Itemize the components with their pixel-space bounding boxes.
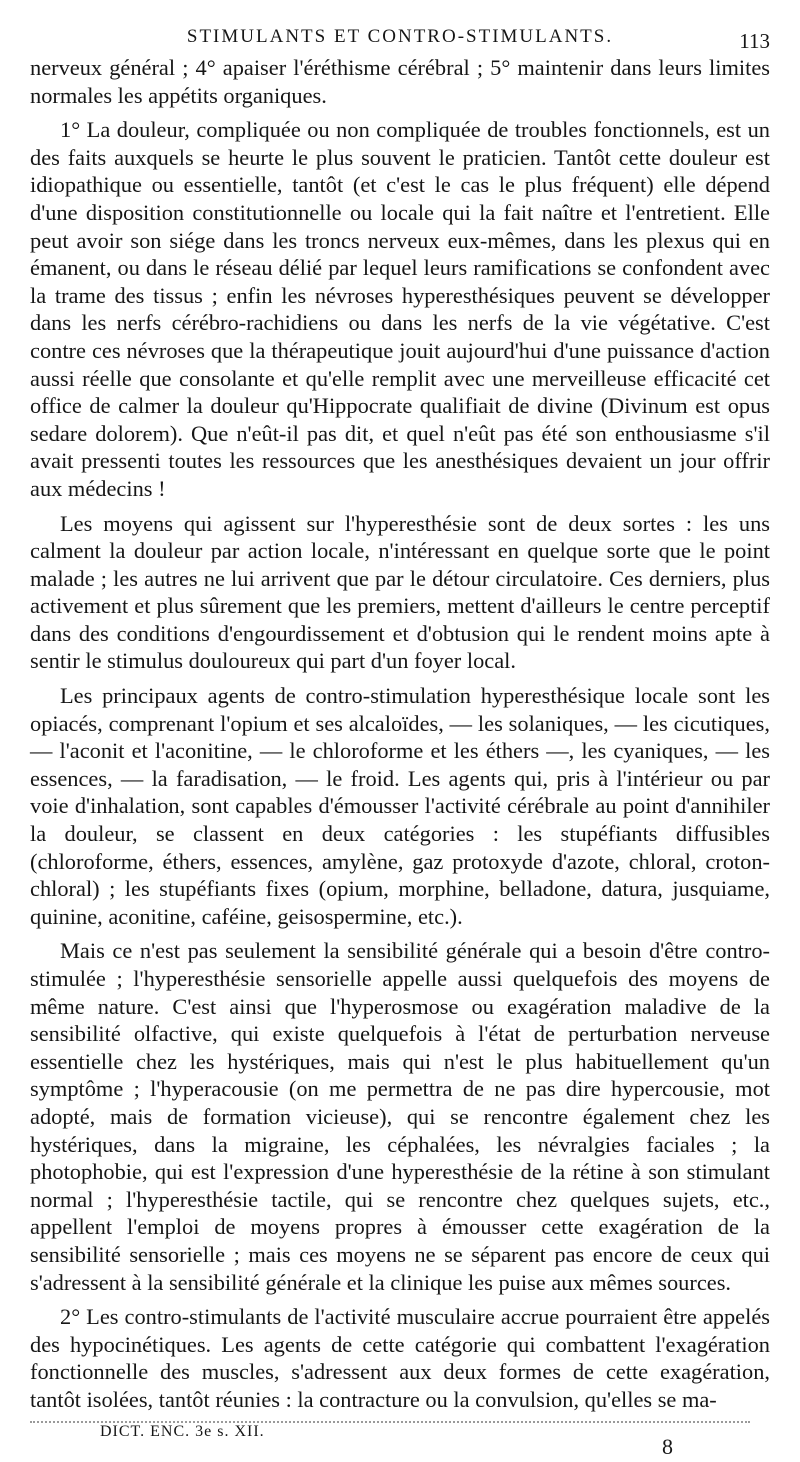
signature-mark: 8 <box>662 1433 673 1459</box>
paragraph: nerveux général ; 4° apaiser l'éréthisme cérébral ; 5° maintenir dans leurs limites normales les appétits organiques. <box>30 55 770 108</box>
paragraph: Les moyens qui agissent sur l'hyperesthésie sont de deux sortes : les uns calment la douleur par action locale, n'intéressant en quelque sorte que le point malade ; les autres ne lui arrivent que par le détour circulatoire. Ces derniers, plus activement et plus sûrement que les premiers, mettent d'ailleurs le centre perceptif dans des conditions d'engourdissement et d'obtusion qui le rendent moins apte à sentir le stimulus douloureux qui part d'un foyer local. <box>30 510 770 674</box>
body-text <box>30 54 770 1414</box>
page-footer <box>30 1420 770 1460</box>
paragraph: 2° Les contro-stimulants de l'activité musculaire accrue pourraient être appelés des hypocinétiques. Les agents de cette catégorie qui combattent l'exagération fonctionnelle des muscles, s'adressent aux deux formes de cette exagération, tantôt isolées, tantôt réunies : la contracture ou la convulsion, qu'elles se ma- <box>30 1304 770 1412</box>
book-page <box>30 20 770 1460</box>
page-number: 113 <box>739 29 770 53</box>
paragraph: Les principaux agents de contro-stimulation hyperesthésique locale sont les opiacés, comprenant l'opium et ses alcaloïdes, — les solaniques, — les cicutiques, — l'aconit et l'aconitine, — le chloroforme et les éthers —, les cyaniques, — les essences, — la faradisation, — le froid. Les agents qui, pris à l'intérieur ou par voie d'inhalation, sont capables d'émousser l'activité cérébrale au point d'annihiler la douleur, se classent en deux catégories : les stupéfiants diffusibles (chloroforme, éthers, essences, amylène, gaz protoxyde d'azote, chloral, croton-chloral) ; les stupéfiants fixes (opium, morphine, belladone, datura, jusquiame, quinine, aconitine, caféine, geisospermine, etc.). <box>30 683 770 929</box>
running-head <box>30 20 770 54</box>
paragraph: 1° La douleur, compliquée ou non compliquée de troubles fonctionnels, est un des faits auxquels se heurte le plus souvent le praticien. Tantôt cette douleur est idiopathique ou essentielle, tantôt (et c'est le cas le plus fréquent) elle dépend d'une disposition constitutionnelle ou locale qui la fait naître et l'entretient. Elle peut avoir son siége dans les troncs nerveux eux-mêmes, dans les plexus qui en émanent, ou dans le réseau délié par lequel leurs ramifications se confondent avec la trame des tissus ; enfin les névroses hyperesthésiques peuvent se développer dans les nerfs cérébro-rachidiens ou dans les nerfs de la vie végétative. C'est contre ces névroses que la thérapeutique jouit aujourd'hui d'une puissance d'action aussi réelle que consolante et qu'elle remplit avec une merveilleuse efficacité cet office de calmer la douleur qu'Hippocrate qualifiait de divine (Divinum est opus sedare dolorem). Que n'eût-il pas dit, et quel n'eût pas été son enthousiasme s'il avait pressenti toutes les ressources que les anesthésiques devaient un jour offrir aux médecins ! <box>30 117 770 501</box>
bottom-rule <box>30 1421 750 1423</box>
running-title: STIMULANTS ET CONTRO-STIMULANTS. <box>186 26 614 47</box>
paragraph: Mais ce n'est pas seulement la sensibilité générale qui a besoin d'être contro-stimulée ; l'hyperesthésie sensorielle appelle aussi quelquefois des moyens de même nature. C'est ainsi que l'hyperosmose ou exagération maladive de la sensibilité olfactive, qui existe quelquefois à l'état de perturbation nerveuse essentielle chez les hystériques, mais qui n'est le plus habituellement qu'un symptôme ; l'hyperacousie (on me permettra de ne pas dire hypercousie, mot adopté, mais de formation vicieuse), qui se rencontre également chez les hystériques, dans la migraine, les céphalées, les névralgies faciales ; la photophobie, qui est l'expression d'une hyperesthésie de la rétine à son stimulant normal ; l'hyperesthésie tactile, qui se rencontre chez quelques sujets, etc., appellent l'emploi de moyens propres à émousser cette exagération de la sensibilité sensorielle ; mais ces moyens ne se séparent pas encore de ceux qui s'adressent à la sensibilité générale et la clinique les puise aux mêmes sources. <box>30 938 770 1295</box>
signature-line: DICT. ENC. 3e s. XII. <box>100 1422 265 1440</box>
